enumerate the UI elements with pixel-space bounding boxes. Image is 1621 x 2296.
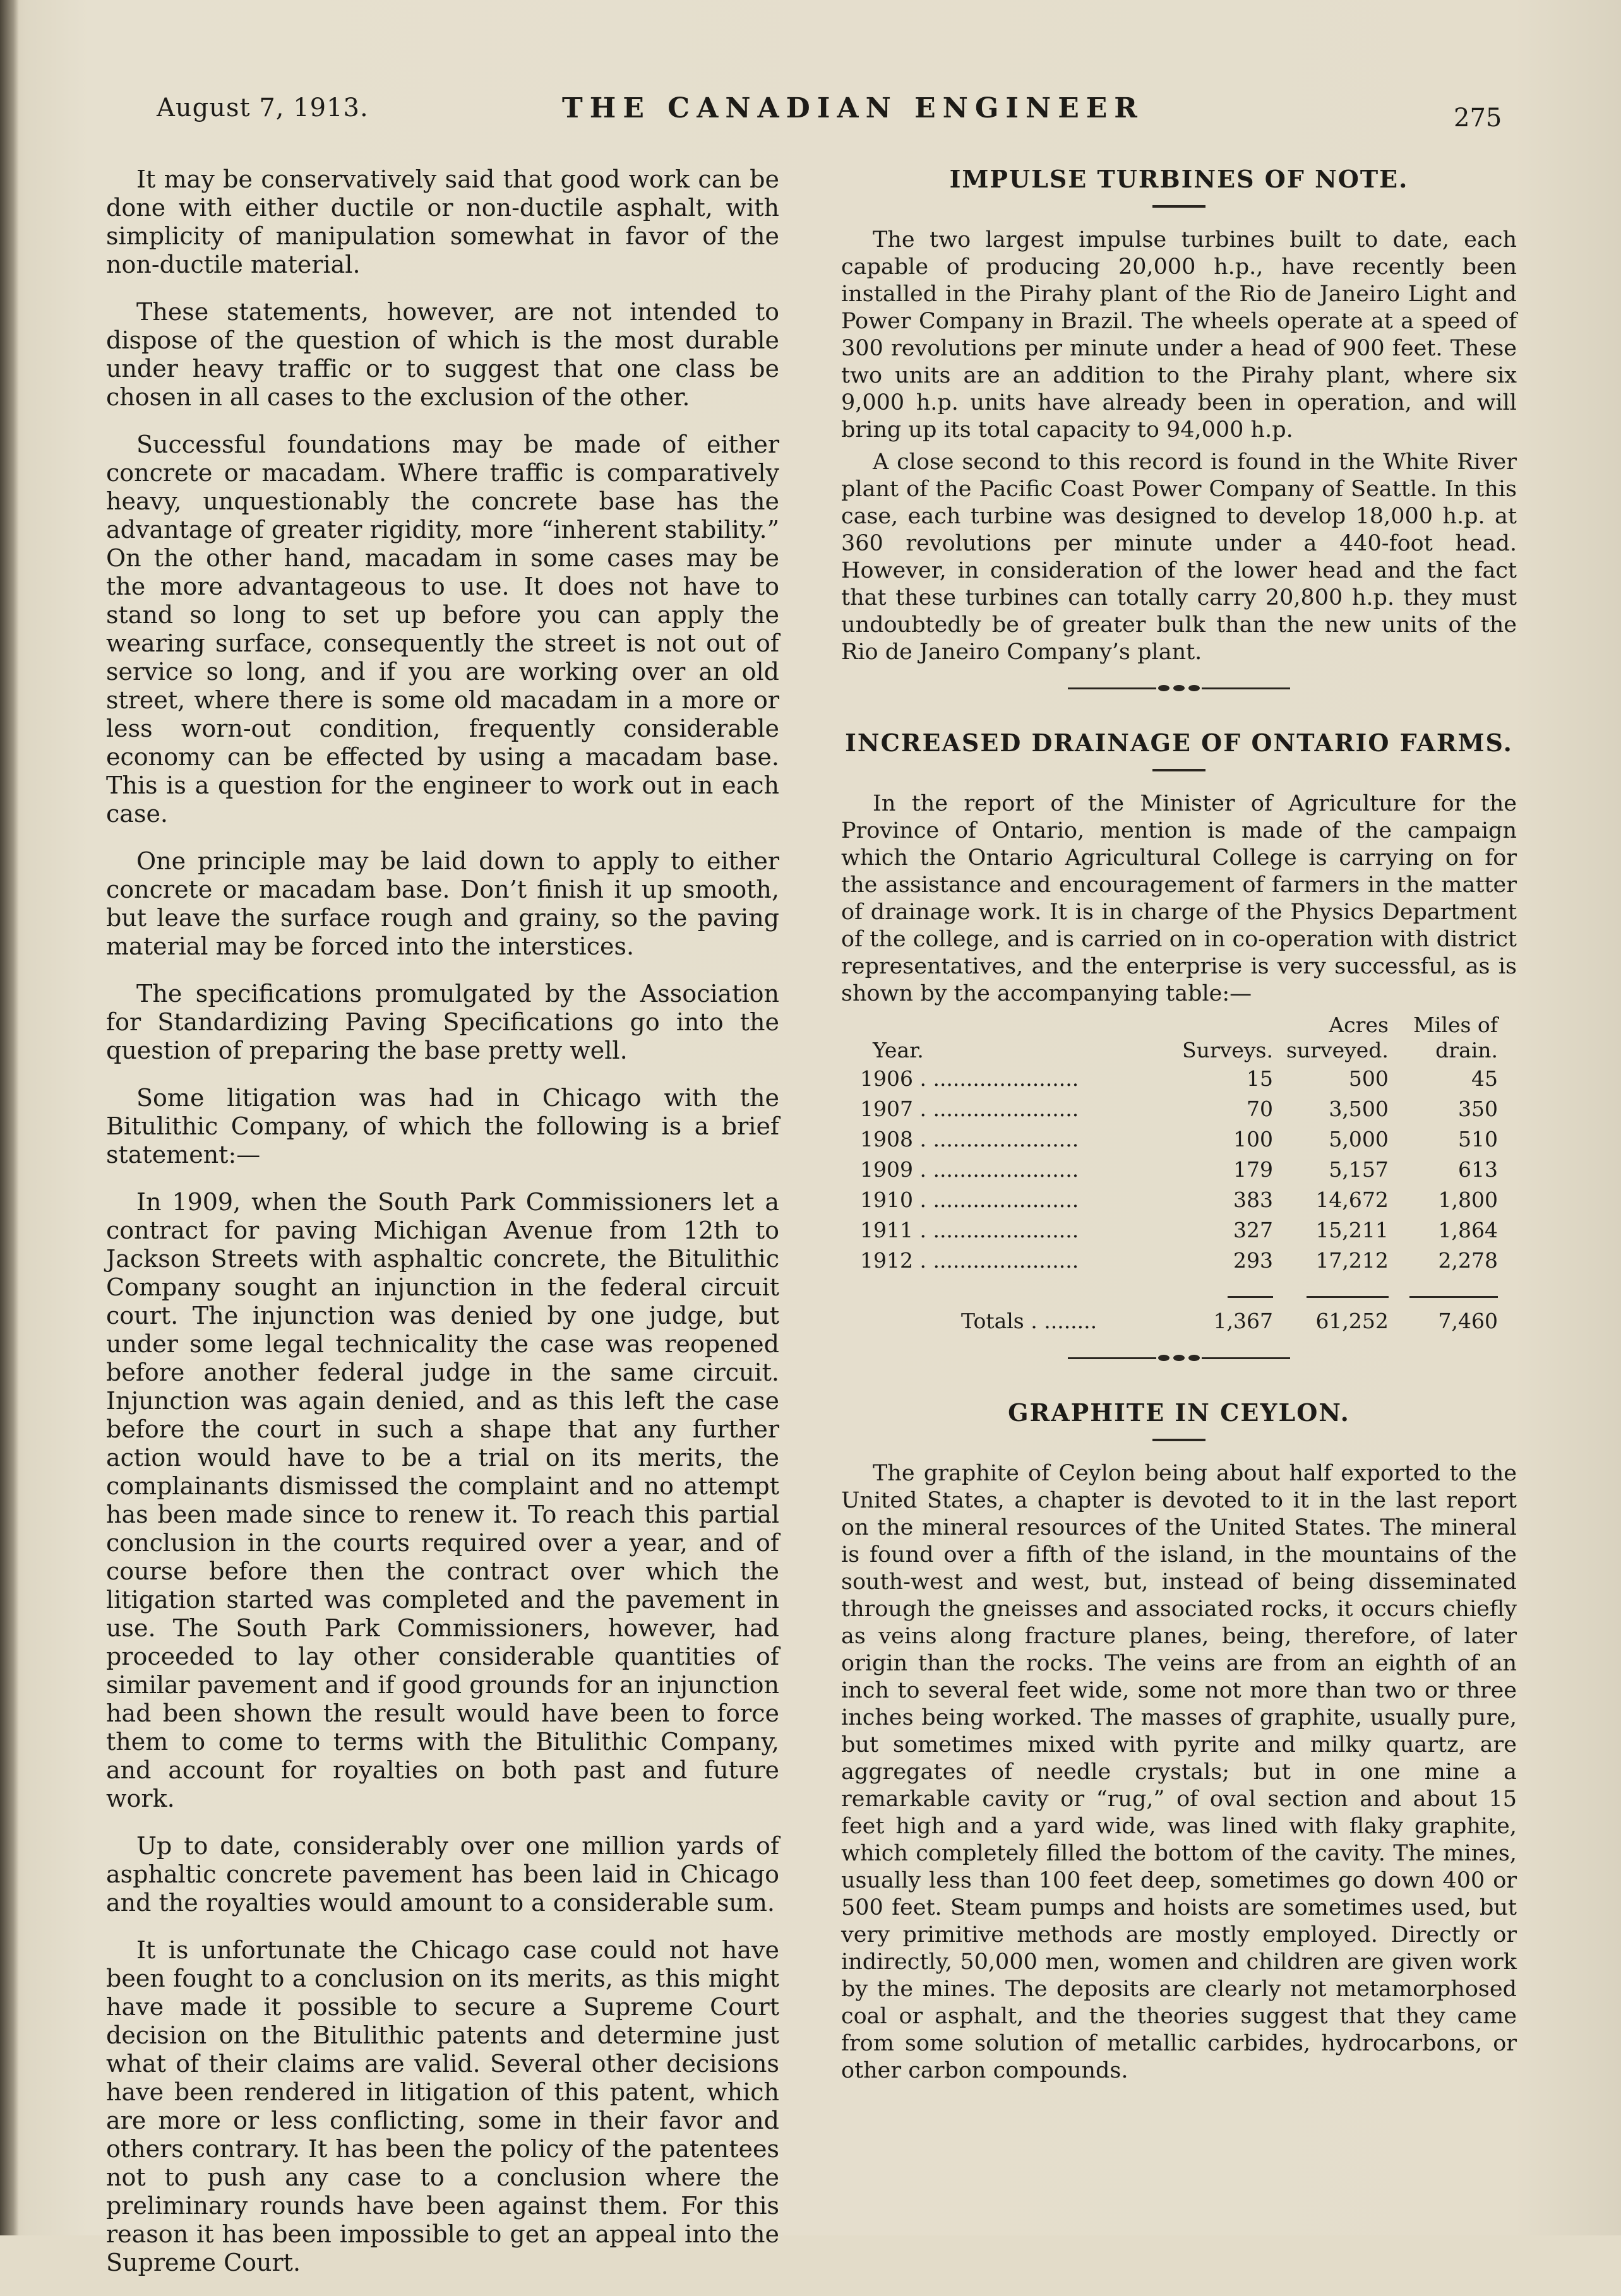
column-header-acres: Acres surveyed. [1286,1013,1389,1062]
totals-row: Totals . ........ 1,367 61,252 7,460 [961,1308,1498,1333]
left-column [106,165,779,2296]
article-heading-graphite: GRAPHITE IN CEYLON. [1008,1398,1350,1427]
article-heading-drainage: INCREASED DRAINAGE OF ONTARIO FARMS. [845,729,1513,757]
paragraph: It is unfortunate the Chicago case could not have been fought to a conclusion on its merits, as this might have made it possible to secure a Supreme Court decision on the Bitulithic patents and determine just what of their claims are valid. Several other decisions have been rendered in litigation of this patent, which are more or less conflicting, some in their favor and others contrary. It has been the policy of the patentees not to push any case to a conclusion where the preliminary rounds have been against them. For this reason it has been impossible to get an appeal into the Supreme Court. [106,1936,779,2276]
paragraph: The two largest impulse turbines built to date, each capable of producing 20,000 h.p., have recently been installed in the Pirahy plant of the Rio de Janeiro Light and Power Company in Brazil. The wheels operate at a speed of 300 revolutions per minute under a head of 900 feet. These two units are an addition to the Pirahy plant, where six 9,000 h.p. units have already been in operation, and will bring up its total capacity to 94,000 h.p. [841,227,1517,443]
paragraph: In 1909, when the South Park Commissioners let a contract for paving Michigan Avenue from 12th to Jackson Streets with asphaltic concrete, the Bitulithic Company sought an injunction in the federal circuit court. The injunction was denied by one judge, but under some legal technicality the case was reopened before another federal judge in the same circuit. Injunction was again denied, and as this left the case before the court in such a shape that any further action would have to be a trial on its merits, the complainants dismissed the complaint and no attempt has been made since to renew it. To reach this partial conclusion in the courts required over a year, and of course before then the contract over which the litigation started was completed and the pavement in use. The South Park Commissioners, however, had proceeded to lay other considerable quantities of similar pavement and if good grounds for an injunction had been shown the result would have been to force them to come to terms with the Bitulithic Company, and account for royalties on both past and future work. [106,1188,779,1812]
sum-rule-row [860,1275,1498,1306]
column-header-year: Year. [873,1038,924,1062]
table-row: 1906 . ...................... 15 500 45 [860,1066,1498,1091]
paragraph: The graphite of Ceylon being about half exported to the United States, a chapter is devoted to it in the last report on the mineral resources of the United States. The mineral is found over a fifth of the island, in the mountains of the south-west and west, but, instead of being disseminated through the gneisses and associated rocks, it occurs chiefly as veins along fracture planes, being, therefore, of later origin than the rocks. The veins are from an eighth of an inch to several feet wide, some not more than two or three inches being worked. The masses of graphite, usually pure, but sometimes mixed with pyrite and milky quartz, are aggregates of needle crystals; but in one mine a remarkable cavity or “rug,” of oval section and about 15 feet high and a yard wide, was lined with flaky graphite, which completely filled the bottom of the cavity. The mines, usually less than 100 feet deep, sometimes go down 400 or 500 feet. Steam pumps and hoists are sometimes used, but very primitive methods are mostly employed. Directly or indirectly, 50,000 men, women and children are given work by the mines. The deposits are clearly not metamorphosed coal or asphalt, and the theories suggest that they came from some solution of metallic carbides, hydrocarbons, or other carbon compounds. [841,1461,1517,2083]
paragraph: Successful foundations may be made of either concrete or macadam. Where traffic is comparatively heavy, unquestionably the concrete base has the advantage of greater rigidity, more “inherent stability.” On the other hand, macadam in some cases may be the more advantageous to use. It does not have to stand so long to set up before you can apply the wearing surface, consequently the street is not out of service so long, and if you are working over an old street, where there is some old macadam in a more or less worn-out condition, frequently considerable economy can be effected by using a macadam base. This is a question for the engineer to work out in each case. [106,431,779,828]
section-ornament [841,685,1517,691]
right-column [841,165,1517,2090]
binding-edge [0,0,19,2235]
heading-rule [1152,205,1205,208]
paragraph: These statements, however, are not intended to dispose of the question of which is the most durable under heavy traffic or to suggest that one class be chosen in all cases to the exclusion of the other. [106,298,779,411]
paragraph: Some litigation was had in Chicago with the Bitulithic Company, of which the following is a brief statement:— [106,1084,779,1169]
column-header-miles: Miles of drain. [1413,1013,1498,1062]
paragraph: The specifications promulgated by the Association for Standardizing Paving Specifications go into the question of preparing the base pretty well. [106,980,779,1064]
table-header-row [860,1013,1498,1063]
paragraph: Up to date, considerably over one million yards of asphaltic concrete pavement has been laid in Chicago and the royalties would amount to a considerable sum. [106,1832,779,1917]
page-number: 275 [1454,104,1502,133]
article-heading-impulse: IMPULSE TURBINES OF NOTE. [949,165,1409,193]
table-row: 1907 . ...................... 70 3,500 350 [860,1096,1498,1121]
table-row: 1908 . ...................... 100 5,000 510 [860,1126,1498,1151]
heading-rule [1152,1439,1205,1441]
column-header-surveys: Surveys. [1182,1038,1273,1062]
issue-date: August 7, 1913. [157,93,369,122]
paragraph: In the report of the Minister of Agriculture for the Province of Ontario, mention is made of the campaign which the Ontario Agricultural College is carrying on for the assistance and encouragement of farmers in the matter of drainage work. It is in charge of the Physics Department of the college, and is carried on in co-operation with district representatives, and the enterprise is very successful, as is shown by the accompanying table:— [841,791,1517,1006]
heading-rule [1152,769,1205,771]
paragraph: One principle may be laid down to apply to either concrete or macadam base. Don’t finish it up smooth, but leave the surface rough and grainy, so the paving material may be forced into the interstices. [106,847,779,960]
table-row: 1909 . ...................... 179 5,157 613 [860,1157,1498,1182]
running-header [0,88,1621,145]
paragraph: A close second to this record is found in the White River plant of the Pacific Coast Power Company of Seattle. In this case, each turbine was designed to develop 18,000 h.p. at 360 revolutions per minute under a 440-foot head. However, in consideration of the lower head and the fact that these turbines can totally carry 20,800 h.p. they must undoubtedly be of greater bulk than the new units of the Rio de Janeiro Company’s plant. [841,449,1517,665]
table-row: 1912 . ...................... 293 17,212 2,278 [860,1247,1498,1273]
table-row: 1911 . ...................... 327 15,211 1,864 [860,1217,1498,1242]
table-row: 1910 . ...................... 383 14,672 1,800 [860,1187,1498,1212]
section-ornament [841,1355,1517,1361]
journal-title: THE CANADIAN ENGINEER [562,92,1144,124]
drainage-table [860,1013,1498,1336]
paragraph: It may be conservatively said that good work can be done with either ductile or non-ductile asphalt, with simplicity of manipulation somewhat in favor of the non-ductile material. [106,165,779,278]
